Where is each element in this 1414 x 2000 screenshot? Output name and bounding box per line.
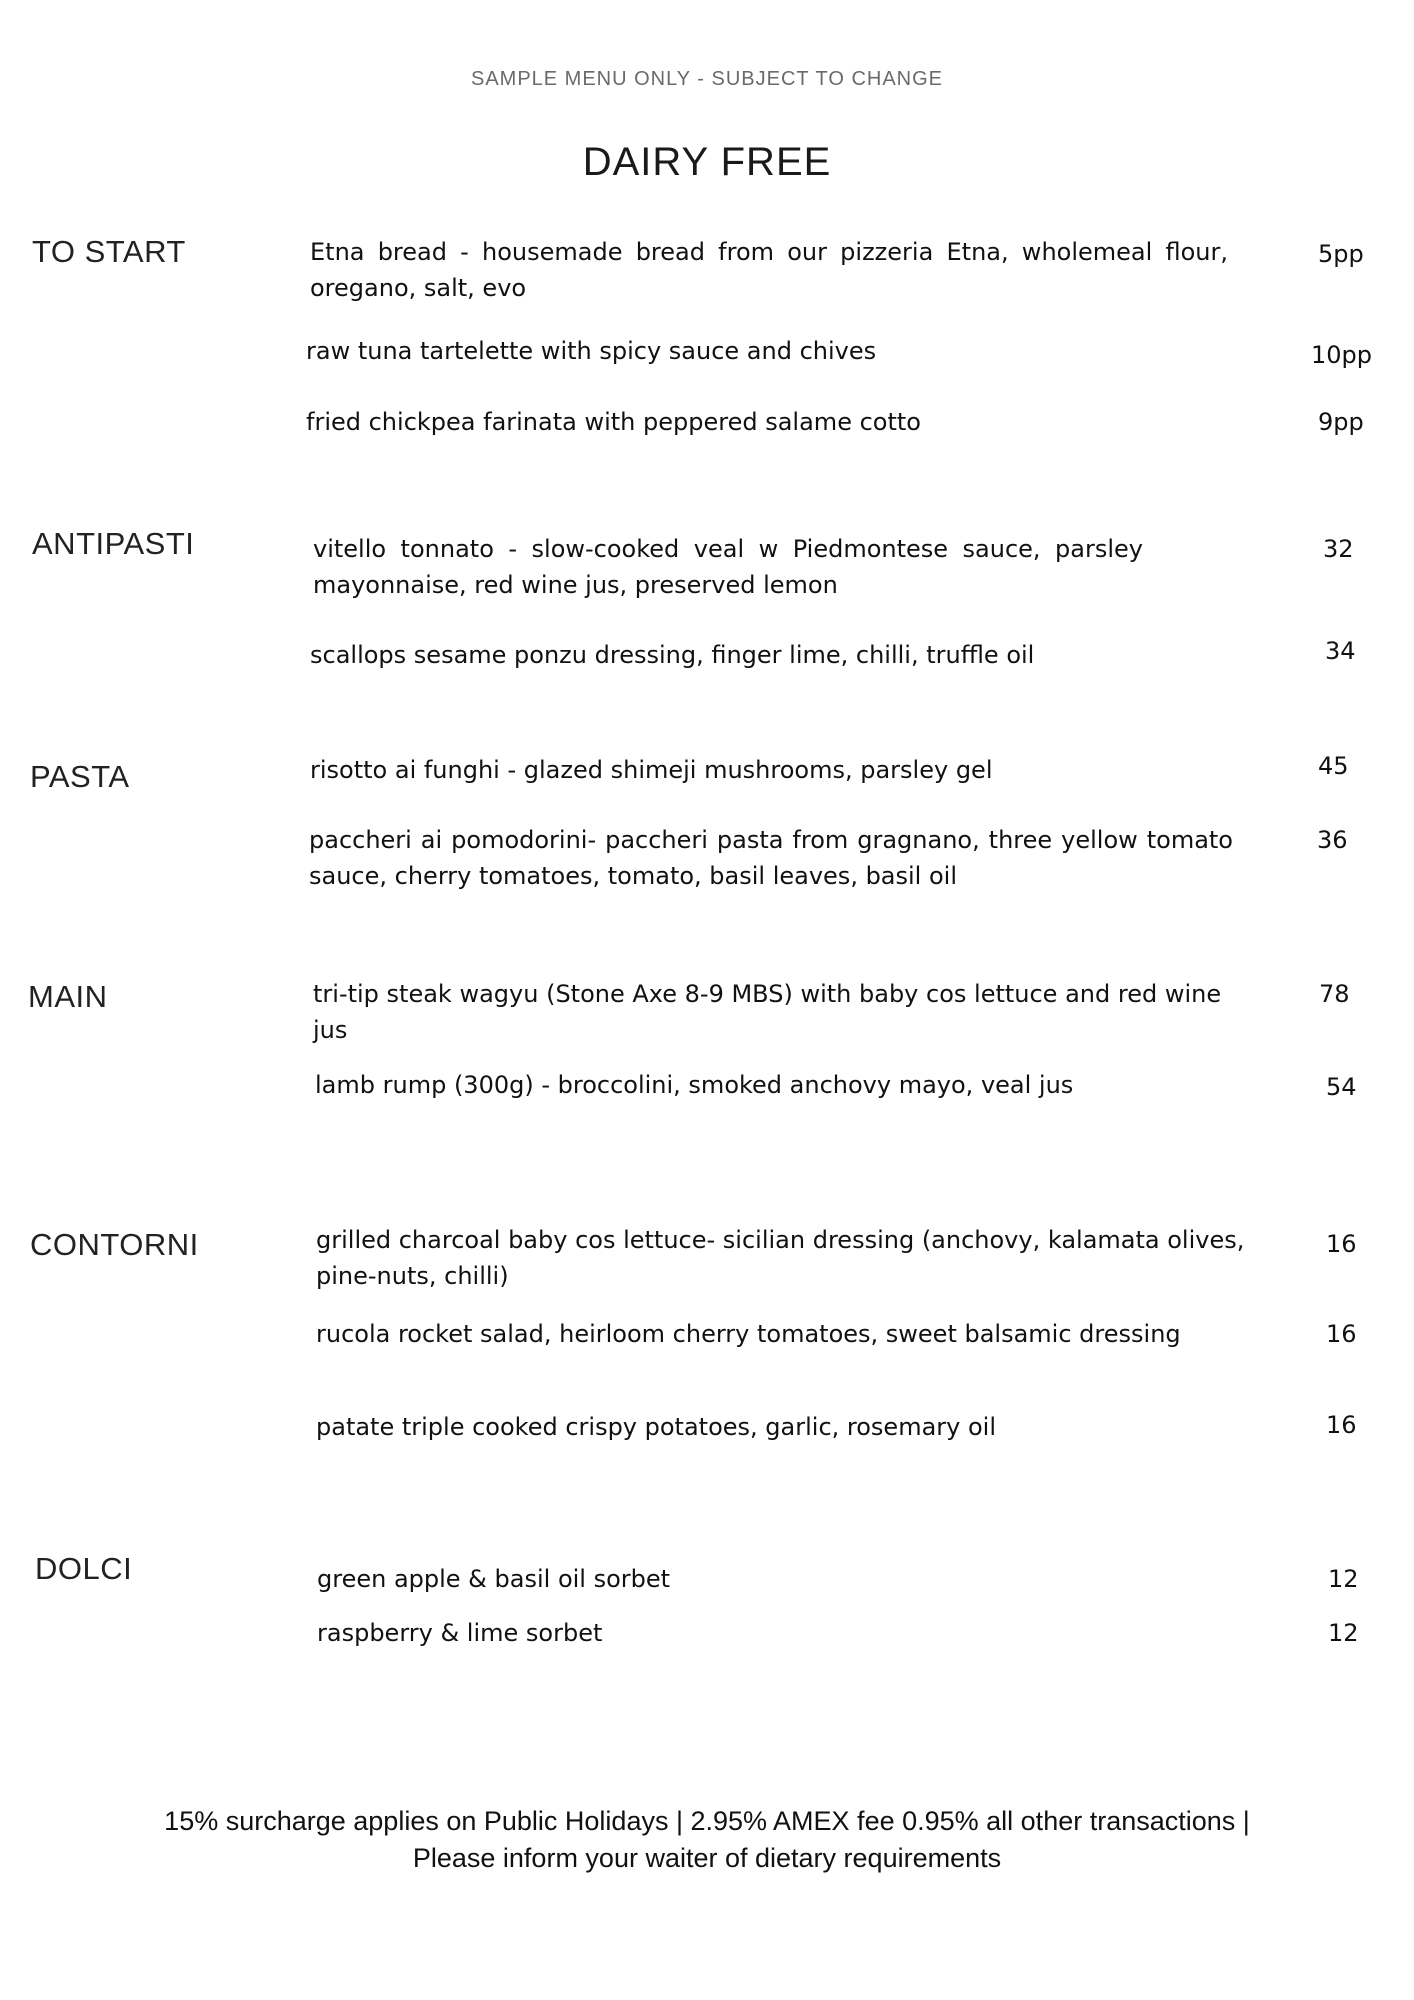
menu-item-raspberry-lime-sorbet: raspberry & lime sorbet	[317, 1619, 603, 1647]
section-label-to-start: TO START	[32, 234, 186, 269]
section-label-pasta: PASTA	[30, 759, 130, 794]
menu-item-scallops: scallops sesame ponzu dressing, finger lime, chilli, truffle oil	[310, 641, 1035, 669]
menu-item-paccheri: paccheri ai pomodorini- paccheri pasta from gragnano, three yellow tomato sauce, cherry tomatoes, tomato, basil leaves, basil oil	[309, 826, 1233, 890]
menu-item-risotto-ai-funghi: risotto ai funghi - glazed shimeji mushrooms, parsley gel	[310, 756, 993, 784]
menu-item-price: 5pp	[1318, 240, 1364, 268]
menu-item-rucola-salad: rucola rocket salad, heirloom cherry tomatoes, sweet balsamic dressing	[316, 1320, 1181, 1348]
footer-dietary-line: Please inform your waiter of dietary requirements	[412, 1843, 1002, 1873]
menu-item-lamb-rump: lamb rump (300g) - broccolini, smoked anchovy mayo, veal jus	[315, 1071, 1074, 1099]
menu-item-green-apple-sorbet: green apple & basil oil sorbet	[317, 1565, 671, 1593]
menu-item-price: 16	[1326, 1411, 1357, 1439]
section-label-antipasti: ANTIPASTI	[32, 526, 195, 561]
section-label-dolci: DOLCI	[35, 1551, 133, 1586]
menu-item-raw-tuna-tartelette: raw tuna tartelette with spicy sauce and chives	[306, 337, 877, 365]
footer-surcharge-line: 15% surcharge applies on Public Holidays | 2.95% AMEX fee 0.95% all other transactions |	[164, 1806, 1250, 1836]
menu-item-tri-tip-steak: tri-tip steak wagyu (Stone Axe 8-9 MBS) with baby cos lettuce and red wine jus	[313, 980, 1222, 1044]
menu-item-price: 16	[1326, 1320, 1357, 1348]
menu-item-vitello-tonnato: vitello tonnato - slow-cooked veal w Piedmontese sauce, parsley mayonnaise, red wine jus, preserved lemon	[313, 535, 1143, 599]
menu-item-grilled-baby-cos: grilled charcoal baby cos lettuce- sicilian dressing (anchovy, kalamata olives, pine-nuts, chilli)	[316, 1226, 1245, 1290]
menu-item-price: 12	[1328, 1619, 1359, 1647]
menu-item-price: 36	[1317, 826, 1348, 854]
menu-item-price: 12	[1328, 1565, 1359, 1593]
menu-item-price: 16	[1326, 1230, 1357, 1258]
footer-notice	[0, 1803, 1414, 1877]
menu-title: DAIRY FREE	[582, 140, 832, 184]
menu-item-price: 32	[1323, 535, 1354, 563]
menu-item-price: 9pp	[1318, 408, 1364, 436]
menu-item-etna-bread: Etna bread - housemade bread from our pizzeria Etna, wholemeal flour, oregano, salt, evo	[310, 238, 1228, 302]
menu-item-price: 54	[1326, 1073, 1357, 1101]
menu-item-price: 45	[1318, 752, 1349, 780]
menu-item-price: 34	[1325, 637, 1356, 665]
menu-item-patate: patate triple cooked crispy potatoes, garlic, rosemary oil	[316, 1413, 996, 1441]
section-label-main: MAIN	[28, 979, 108, 1014]
menu-item-price: 10pp	[1311, 341, 1373, 369]
sample-menu-notice: SAMPLE MENU ONLY - SUBJECT TO CHANGE	[470, 68, 944, 90]
menu-item-chickpea-farinata: fried chickpea farinata with peppered salame cotto	[306, 408, 921, 436]
menu-item-price: 78	[1319, 980, 1350, 1008]
section-label-contorni: CONTORNI	[30, 1227, 199, 1262]
